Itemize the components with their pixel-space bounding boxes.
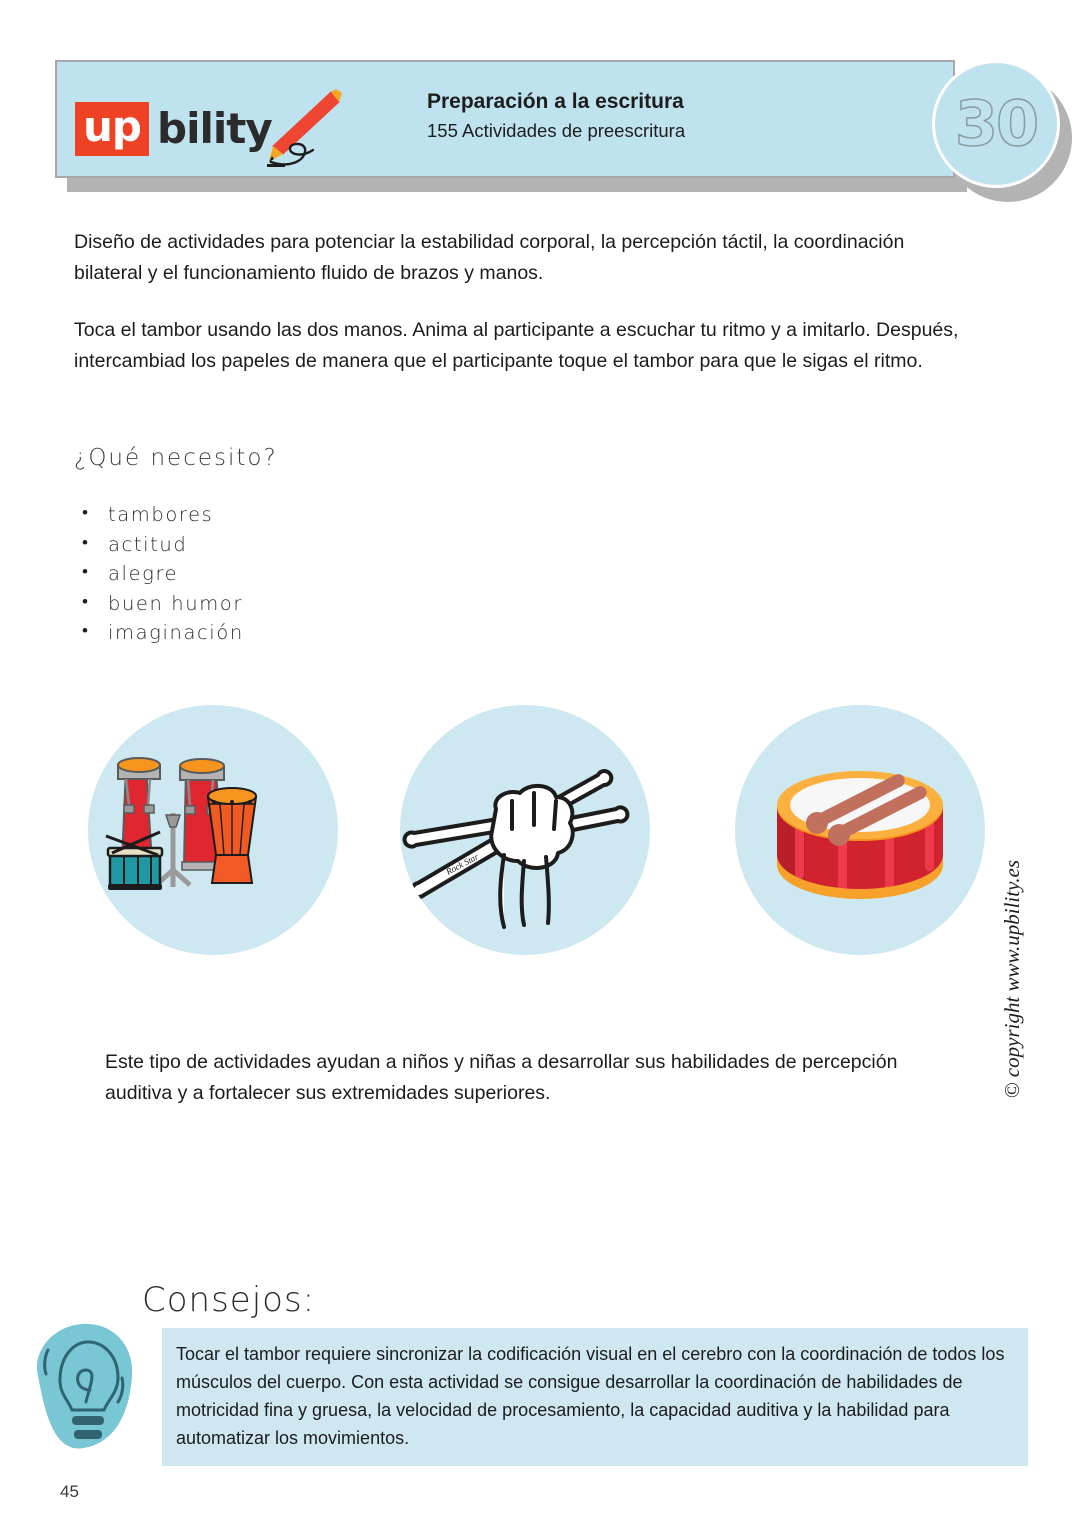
logo-up-mark: up bbox=[75, 102, 149, 156]
pencil-icon bbox=[243, 88, 343, 175]
page-number: 45 bbox=[60, 1482, 79, 1501]
needs-heading: ¿Qué necesito? bbox=[74, 445, 278, 471]
activity-number: 30 bbox=[954, 87, 1038, 160]
congas-drums-illustration bbox=[88, 705, 338, 955]
logo-bility-text: bility bbox=[157, 104, 272, 153]
closing-paragraph: Este tipo de actividades ayudan a niños y niñas a desarrollar sus habilidades de percepción auditiva y a fortalecer sus extremidades superiores. bbox=[105, 1051, 898, 1104]
list-item: • actitud bbox=[108, 530, 244, 560]
tips-text: Tocar el tambor requiere sincronizar la codificación visual en el cerebro con la coordinación de todos los músculos del cuerpo. Con esta actividad se consigue desarrollar la coordinación de habilidades de motricidad fina y gruesa, la velocidad de procesamiento, la capacidad auditiva y la habilidad para automatizar los movimientos. bbox=[176, 1344, 1005, 1448]
header-banner-box bbox=[55, 60, 955, 178]
upbility-logo bbox=[75, 88, 345, 170]
page-title: Preparación a la escritura bbox=[427, 90, 684, 113]
lightbulb-icon bbox=[26, 1320, 140, 1456]
list-item: • tambores bbox=[108, 500, 244, 530]
header-title-block bbox=[427, 90, 897, 142]
hand-holding-drumsticks-illustration bbox=[400, 705, 650, 955]
needs-list bbox=[74, 500, 244, 648]
intro-paragraph: Diseño de actividades para potenciar la estabilidad corporal, la percepción táctil, la coordinación bilateral y el funcionamiento fluido de brazos y manos. bbox=[74, 231, 905, 284]
tips-heading: Consejos: bbox=[142, 1280, 316, 1320]
list-item: • imaginación bbox=[108, 618, 244, 648]
list-item: • alegre bbox=[108, 559, 244, 589]
activity-number-badge bbox=[932, 60, 1060, 188]
snare-drum-illustration bbox=[735, 705, 985, 955]
tips-box bbox=[162, 1328, 1028, 1466]
copyright-notice: © copyright www.upbility.es bbox=[1000, 860, 1024, 1099]
svg-text:Rock Star: Rock Star bbox=[444, 851, 481, 877]
illustration-row bbox=[0, 705, 1072, 955]
tips-section bbox=[0, 1280, 1072, 1480]
task-paragraph: Toca el tambor usando las dos manos. Anima al participante a escuchar tu ritmo y a imitarlo. Después, intercambiad los papeles de manera que el participante toque el tambor para que le sigas el ritmo. bbox=[74, 319, 959, 372]
page-subtitle: 155 Actividades de preescritura bbox=[427, 120, 686, 141]
page-header bbox=[55, 60, 1038, 178]
list-item: • buen humor bbox=[108, 589, 244, 619]
